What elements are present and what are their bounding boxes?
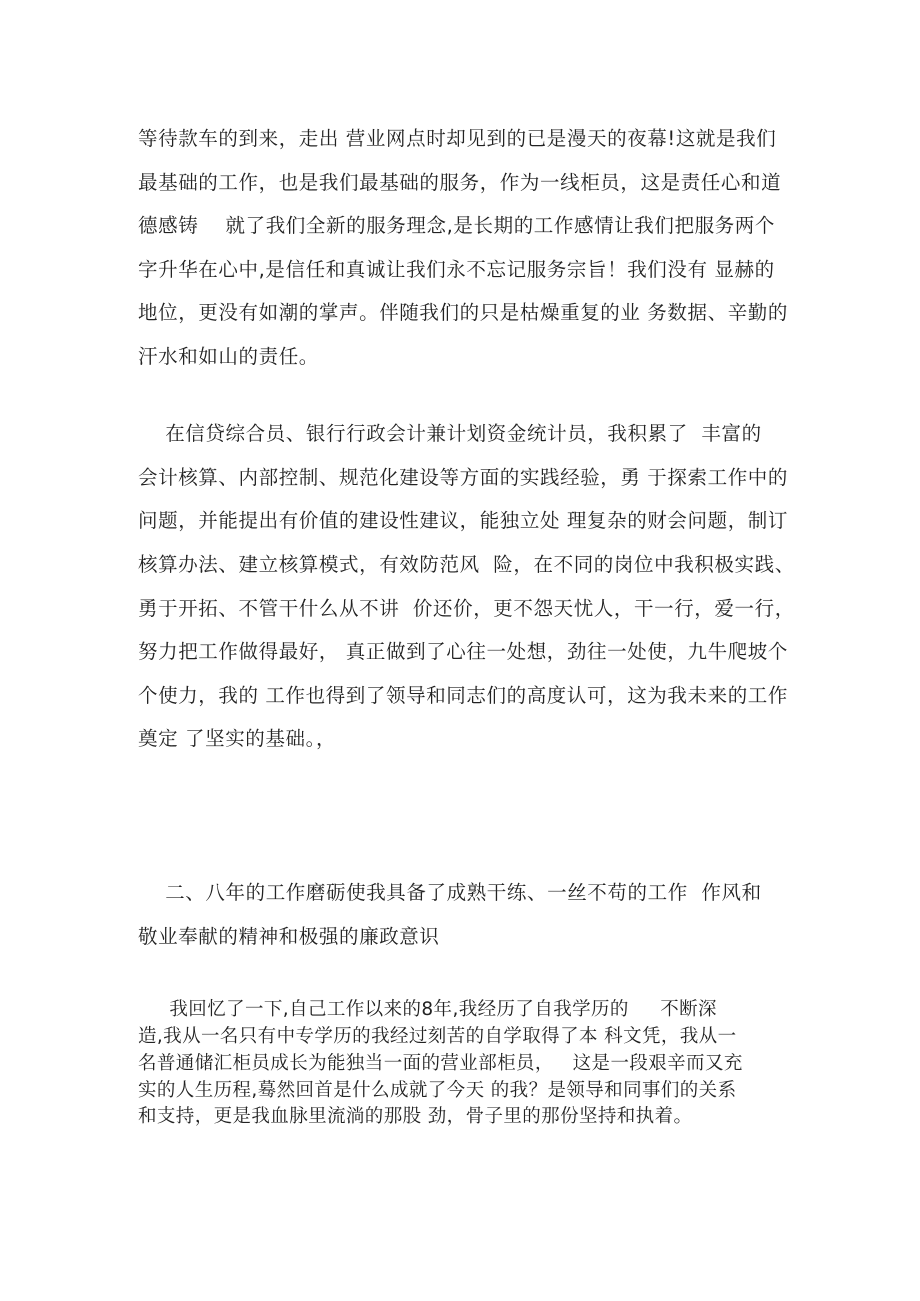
paragraph-2-line-2: 会计核算、内部控制、规范化建设等方面的实践经验，勇 于探索工作中的 bbox=[138, 466, 788, 489]
paragraph-3-line-1: 我回忆了一下,自己工作以来的8年,我经历了自我学历的 不断深 bbox=[138, 999, 717, 1020]
paragraph-2-line-7: 个使力，我的 工作也得到了领导和同志们的高度认可，这为我未来的工作 bbox=[138, 684, 788, 707]
paragraph-3-line-5: 和支持，更是我血脉里流淌的那股 劲，骨子里的那份坚持和执着。 bbox=[138, 1106, 693, 1127]
paragraph-2-line-1: 在信贷综合员、银行行政会计兼计划资金统计员，我积累了 丰富的 bbox=[138, 422, 762, 445]
paragraph-1-line-2: 最基础的工作，也是我们最基础的服务，作为一线柜员，这是责任心和道 bbox=[138, 171, 782, 194]
paragraph-3-line-4: 实的人生历程,蓦然回首是什么成就了今天 的我？是领导和同事们的关系 bbox=[138, 1080, 737, 1101]
paragraph-1-line-4: 字升华在心中,是信任和真诚让我们永不忘记服务宗旨！我们没有 显赫的 bbox=[138, 258, 775, 281]
section-heading-line-2: 敬业奉献的精神和极强的廉政意识 bbox=[138, 925, 440, 948]
paragraph-2-line-4: 核算办法、建立核算模式，有效防范风 险，在不同的岗位中我积极实践、 bbox=[138, 553, 795, 576]
paragraph-2-line-5: 勇于开拓、不管干什么从不讲 价还价，更不怨天忧人，干一行，爱一行， bbox=[138, 597, 795, 620]
section-heading-line-1: 二、八年的工作磨砺使我具备了成熟干练、一丝不苟的工作 作风和 bbox=[138, 881, 762, 904]
paragraph-2-line-6: 努力把工作做得最好， 真正做到了心往一处想，劲往一处使，九牛爬坡个 bbox=[138, 640, 788, 663]
paragraph-1-line-3: 德感铸 就了我们全新的服务理念,是长期的工作感情让我们把服务两个 bbox=[138, 214, 775, 237]
paragraph-2-line-8: 奠定 了坚实的基础。， bbox=[138, 727, 337, 750]
paragraph-2-line-3: 问题，并能提出有价值的建设性建议，能独立处 理复杂的财会问题，制订 bbox=[138, 509, 788, 532]
paragraph-1-line-1: 等待款车的到来，走出 营业网点时却见到的已是漫天的夜幕!这就是我们 bbox=[138, 127, 777, 150]
paragraph-1-line-5: 地位，更没有如潮的掌声。伴随我们的只是枯燥重复的业 务数据、辛勤的 bbox=[138, 301, 788, 324]
paragraph-1-line-6: 汗水和如山的责任。 bbox=[138, 345, 319, 368]
paragraph-3-line-2: 造,我从一名只有中专学历的我经过刻苦的自学取得了本 科文凭，我从一 bbox=[138, 1026, 737, 1047]
paragraph-3-line-3: 名普通储汇柜员成长为能独当一面的营业部柜员， 这是一段艰辛而又充 bbox=[138, 1053, 743, 1074]
